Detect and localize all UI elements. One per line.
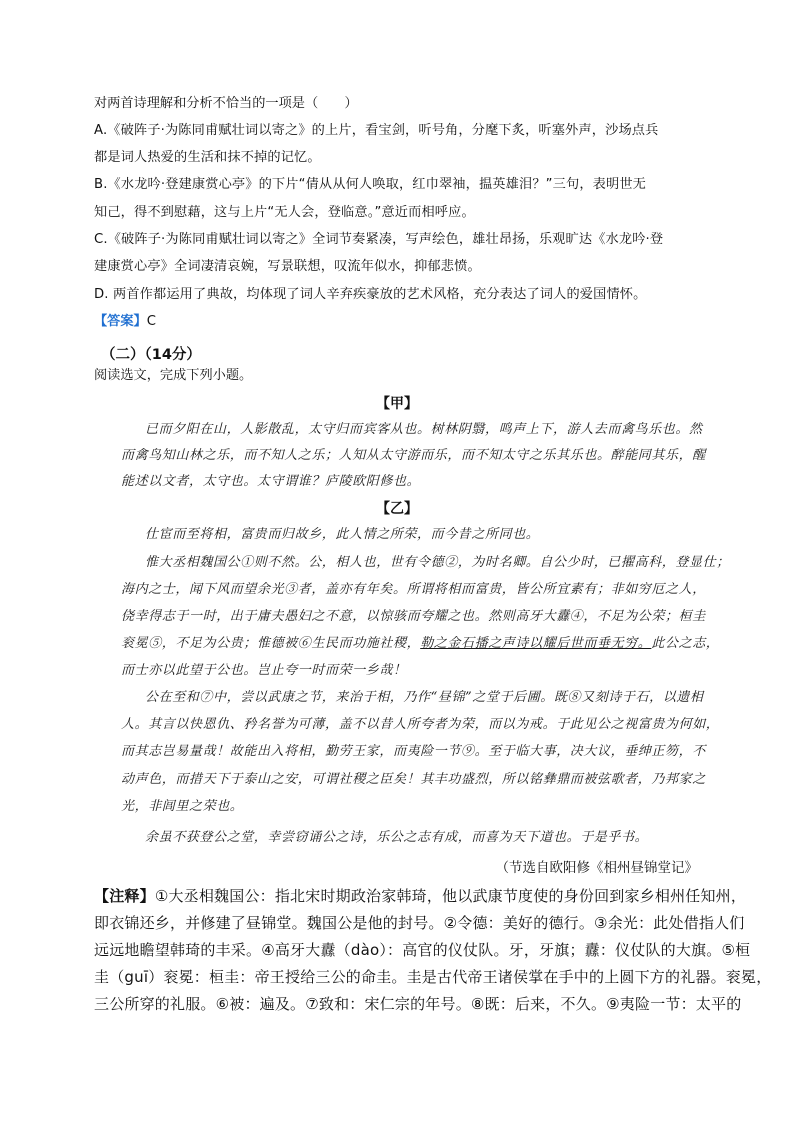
notes-line-3: 远远地瞻望韩琦的丰采。④高牙大纛（dào）：高官的仪仗队。牙，牙旗；纛：仪仗队的大旗。⑤桓 <box>94 941 751 959</box>
passage-yi-p2-line-4-tail: 此公之志， <box>651 636 720 651</box>
passage-yi-p2-line-4 <box>121 634 719 654</box>
option-c-line-1: C.《破阵子·为陈同甫赋壮词以寄之》全词节奏紧凑，写声绘色，雄壮昂扬，乐观旷达《水龙吟·登 <box>94 232 664 247</box>
notes-line-2: 即衣锦还乡，并修建了昼锦堂。魏国公是他的封号。②令德：美好的德行。③余光：此处借指人们 <box>94 914 745 932</box>
option-b-line-2: 知己，得不到慰藉，这与上片“无人会，登临意。”意近而相呼应。 <box>94 205 475 220</box>
passage-yi-heading: 【乙】 <box>376 501 418 517</box>
passage-jia-line-1: 已而夕阳在山，人影散乱，太守归而宾客从也。树林阴翳，鸣声上下，游人去而禽鸟乐也。然 <box>145 422 703 437</box>
question-stem: 对两首诗理解和分析不恰当的一项是（ ） <box>94 96 358 111</box>
answer-value: C <box>146 314 156 329</box>
passage-yi-p2-line-4-text: 衮冕⑤，不足为公贵；惟德被⑥生民而功施社稷， <box>121 636 421 651</box>
answer-label: 【答案】 <box>94 314 147 329</box>
answer-line <box>94 312 156 332</box>
passage-jia-line-2: 而禽鸟知山林之乐，而不知人之乐；人知从太守游而乐，而不知太守之乐其乐也。醉能同其乐，醒 <box>121 448 706 463</box>
notes-line-5: 三公所穿的礼服。⑥被：遍及。⑦致和：宋仁宗的年号。⑧既：后来，不久。⑨夷险一节：太平的 <box>94 995 742 1013</box>
notes-line-4: 圭（guī）衮冕：桓圭：帝王授给三公的命圭。圭是古代帝王诸侯掌在手中的上圆下方的礼器。衮冕， <box>94 968 772 986</box>
passage-yi-p3-line-4: 动声色，而措天下于泰山之安，可谓社稷之臣矣！其丰功盛烈，所以铭彝鼎而被弦歌者，乃邦家之 <box>121 772 706 787</box>
section-instruction: 阅读选文，完成下列小题。 <box>94 368 253 383</box>
underlined-sentence: 勒之金石播之声诗以耀后世而垂无穷。 <box>420 636 652 651</box>
passage-yi-p3-line-1: 公在至和⑦中，尝以武康之节，来治于相，乃作“昼锦”之堂于后圃。既⑧又刻诗于石，以遗相 <box>145 690 704 705</box>
notes-line-1 <box>94 885 746 907</box>
passage-yi-p4: 余虽不获登公之堂，幸尝窃诵公之诗，乐公之志有成，而喜为天下道也。于是乎书。 <box>145 830 649 845</box>
passage-jia-line-3: 能述以文者，太守也。太守谓谁？庐陵欧阳修也。 <box>121 474 421 489</box>
passage-source: （节选自欧阳修《相州昼锦堂记》 <box>495 860 698 876</box>
passage-yi-p1: 仕宦而至将相，富贵而归故乡，此人情之所荣，而今昔之所同也。 <box>145 527 540 542</box>
section-title: （二）（14分） <box>101 347 201 363</box>
passage-yi-p2-line-1: 惟大丞相魏国公①则不然。公，相人也，世有令德②，为时名卿。自公少时，已擢高科，登显仕； <box>145 555 730 570</box>
passage-yi-p2-line-2: 海内之士，闻下风而望余光③者，盖亦有年矣。所谓将相而富贵，皆公所宜素有；非如穷厄之人， <box>121 582 706 597</box>
option-a-line-1: A.《破阵子·为陈同甫赋壮词以寄之》的上片，看宝剑，听号角，分麾下炙，听塞外声，沙场点兵 <box>94 123 659 138</box>
option-d-line-1: D. 两首作都运用了典故，均体现了词人辛弃疾豪放的艺术风格，充分表达了词人的爱国情怀。 <box>94 287 647 302</box>
option-c-line-2: 建康赏心亭》全词凄清哀婉，写景联想，叹流年似水，抑郁悲愤。 <box>94 259 481 274</box>
notes-label: 【注释】 <box>94 887 155 905</box>
passage-yi-p2-line-5: 而士亦以此望于公也。岂止夸一时而荣一乡哉！ <box>121 663 407 678</box>
passage-yi-p2-line-3: 侥幸得志于一时，出于庸夫愚妇之不意，以惊骇而夸耀之也。然则高牙大纛④，不足为公荣；桓圭 <box>121 609 706 624</box>
notes-line-1-text: ①大丞相魏国公：指北宋时期政治家韩琦，他以武康节度使的身份回到家乡相州任知州， <box>154 887 747 905</box>
passage-yi-p3-line-5: 光，非闾里之荣也。 <box>121 799 244 814</box>
option-a-line-2: 都是词人热爱的生活和抹不掉的记忆。 <box>94 150 321 165</box>
option-b-line-1: B.《水龙吟·登建康赏心亭》的下片“倩从从何人唤取，红巾翠袖，揾英雄泪？”三句，表明世无 <box>94 177 647 192</box>
passage-yi-p3-line-2: 人。其言以快恩仇、矜名誉为可薄，盖不以昔人所夸者为荣，而以为戒。于此见公之视富贵为何如， <box>121 717 720 732</box>
passage-yi-p3-line-3: 而其志岂易量哉！故能出入将相，勤劳王家，而夷险一节⑨。至于临大事，决大议，垂绅正笏，不 <box>121 744 706 759</box>
passage-jia-heading: 【甲】 <box>376 396 418 412</box>
